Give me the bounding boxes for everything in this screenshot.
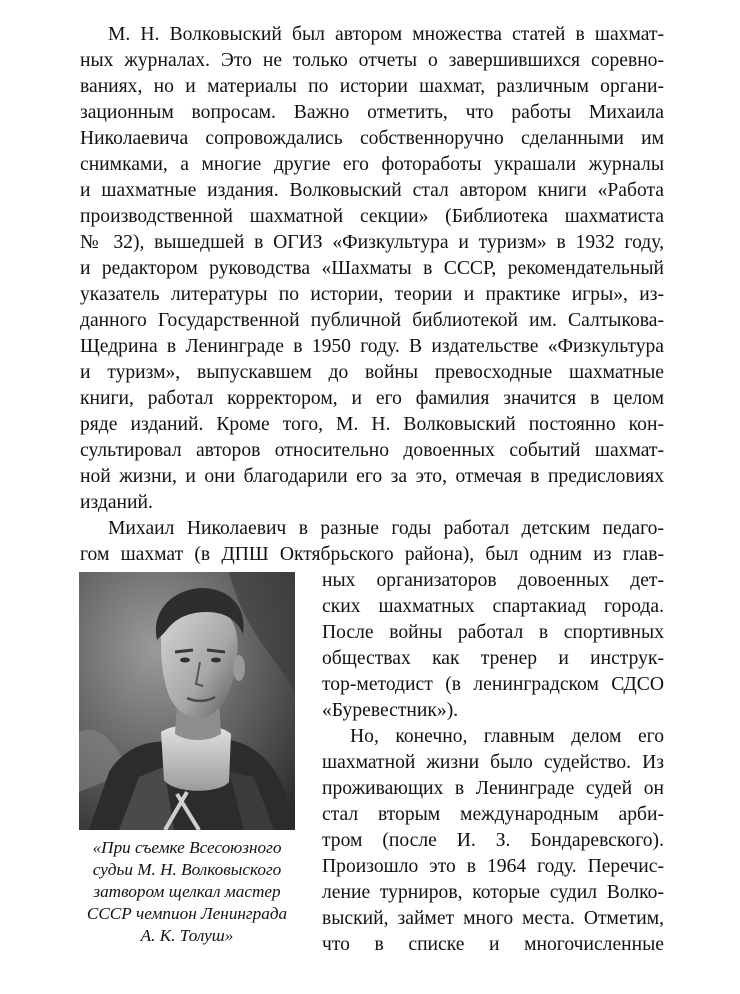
caption-line: «При съемке Всесоюзного — [92, 838, 282, 857]
text-line: Михаил Николаевич в разные годы работал детским педаго- — [108, 518, 664, 539]
text-line: данного Государственной публичной библиотекой им. Салтыкова- — [80, 310, 664, 331]
text-line: Произошло это в 1964 году. Перечис- — [322, 856, 664, 877]
text-line: и туризм», выпускавшем до войны превосходные шахматные — [80, 362, 664, 383]
text-line: «Буревестник»). — [322, 700, 459, 721]
portrait-photo — [79, 572, 295, 830]
text-line: гом шахмат (в ДПШ Октябрьского района), был одним из глав- — [80, 544, 664, 565]
text-line: ных журналах. Это не только отчеты о завершившихся соревно- — [80, 50, 664, 71]
text-line: книги, работал корректором, и его фамилия значится в целом — [80, 388, 664, 409]
text-line: ваниях, но и материалы по истории шахмат, различным органи- — [80, 76, 664, 97]
text-line: Но, конечно, главным делом его — [350, 726, 664, 747]
text-line: выский, займет много места. Отметим, — [322, 908, 664, 929]
text-line: ной жизни, и они благодарили его за это, отмечая в предисловиях — [80, 466, 664, 487]
text-line: ление турниров, которые судил Волко- — [322, 882, 664, 903]
text-line: зационным вопросам. Важно отметить, что работы Михаила — [80, 102, 664, 123]
text-line: № 32), вышедшей в ОГИЗ «Физкультура и туризм» в 1932 году, — [80, 232, 664, 253]
text-line: Николаевича сопровождались собственноручно сделанными им — [80, 128, 664, 149]
text-line: ных организаторов довоенных дет- — [322, 570, 664, 591]
caption-line: СССР чемпион Ленинграда — [86, 904, 288, 923]
text-line: шахматной жизни было судейство. Из — [322, 752, 664, 773]
text-line: обществах как тренер и инструк- — [322, 648, 664, 669]
text-line: и редактором руководства «Шахматы в СССР, рекомендательный — [80, 258, 664, 279]
text-line: что в списке и многочисленные — [322, 934, 664, 955]
text-line: Щедрина в Ленинграде в 1950 году. В издательстве «Физкультура — [80, 336, 664, 357]
text-line: тор-методист (в ленинградском СДСО — [322, 674, 664, 695]
text-line: указатель литературы по истории, теории и практике игры», из- — [80, 284, 664, 305]
text-line: производственной шахматной секции» (Библиотека шахматиста — [80, 206, 664, 227]
text-line: проживающих в Ленинграде судей он — [322, 778, 664, 799]
text-line: тром (после И. З. Бондаревского). — [322, 830, 664, 851]
caption-line: судьи М. Н. Волковыского — [92, 860, 282, 879]
text-line: ских шахматных спартакиад города. — [322, 596, 664, 617]
text-line: снимками, а многие другие его фотоработы украшали журналы — [80, 154, 664, 175]
text-line: стал вторым международным арби- — [322, 804, 664, 825]
text-line: и шахматные издания. Волковыский стал автором книги «Работа — [80, 180, 664, 201]
caption-line: затвором щелкал мастер — [93, 882, 281, 901]
text-line: сультировал авторов относительно довоенных событий шахмат- — [80, 440, 664, 461]
text-line: М. Н. Волковыский был автором множества статей в шахмат- — [108, 24, 664, 45]
text-line: ряде изданий. Кроме того, М. Н. Волковыский постоянно кон- — [80, 414, 664, 435]
caption-line: А. К. Толуш» — [140, 926, 234, 945]
text-line: изданий. — [80, 492, 153, 513]
text-line: После войны работал в спортивных — [322, 622, 664, 643]
